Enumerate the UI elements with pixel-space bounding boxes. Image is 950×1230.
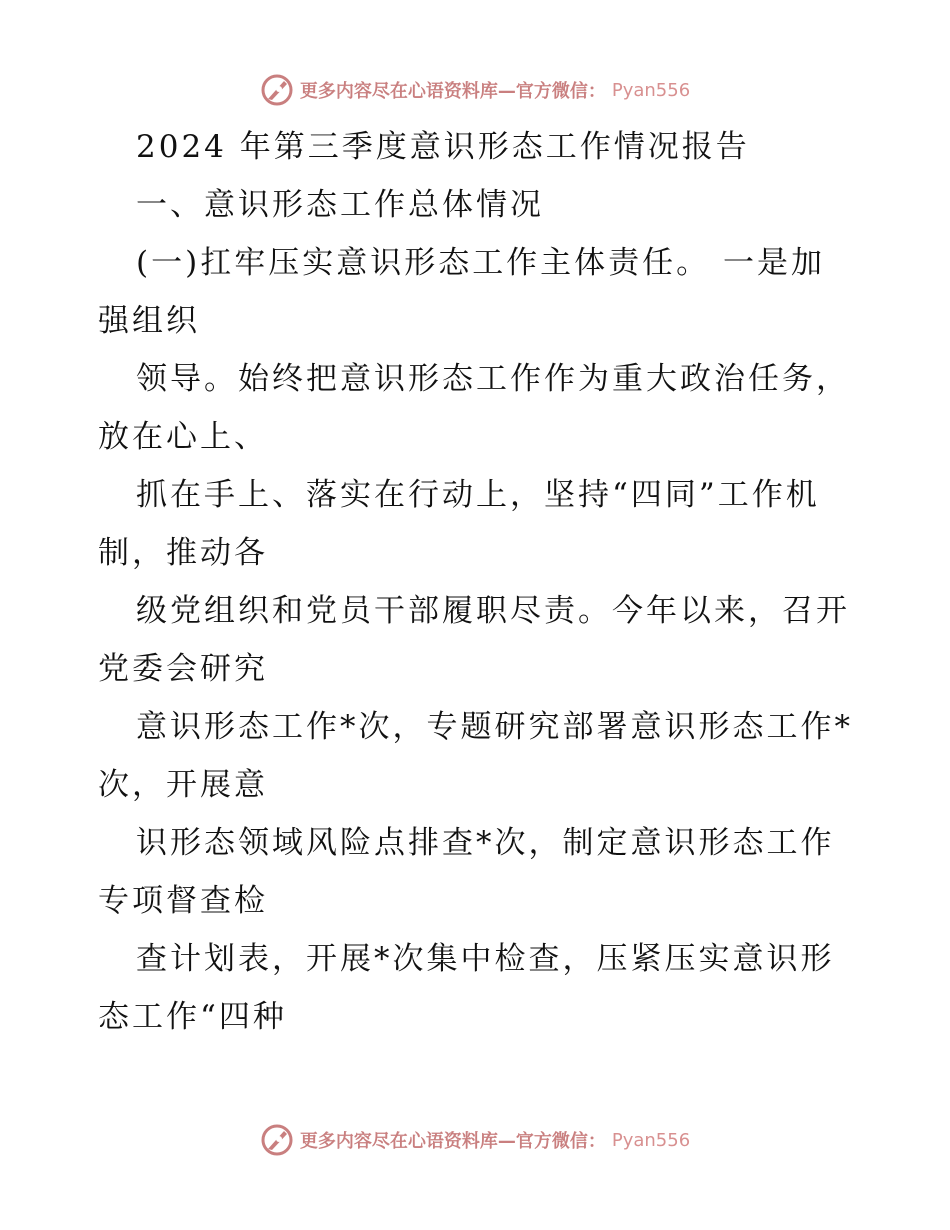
text-line: 一、意识形态工作总体情况 xyxy=(136,187,544,223)
text-line: 级党组织和党员干部履职尽责。今年以来，召开 xyxy=(136,593,850,629)
text-line: 强组织 xyxy=(98,303,200,339)
text-line: 抓在手上、落实在行动上，坚持“四同”工作机 xyxy=(136,477,820,513)
document-body xyxy=(98,118,858,1046)
watermark-wechat-id: Pyan556 xyxy=(611,1129,691,1151)
quill-pen-icon xyxy=(260,1123,294,1157)
text-line: 2024 年第三季度意识形态工作情况报告 xyxy=(136,129,750,165)
watermark-text: 更多内容尽在心语资料库—官方微信： xyxy=(299,81,606,102)
watermark-text: 更多内容尽在心语资料库—官方微信： xyxy=(299,1131,606,1152)
text-line: 领导。始终把意识形态工作作为重大政治任务， xyxy=(136,361,850,397)
text-line: 态工作“四种 xyxy=(98,999,287,1035)
text-line: 放在心上、 xyxy=(98,419,268,455)
text-line: 次，开展意 xyxy=(98,767,268,803)
text-line: 专项督查检 xyxy=(98,883,268,919)
header-watermark xyxy=(0,70,950,110)
text-line: 查计划表，开展*次集中检查，压紧压实意识形 xyxy=(136,941,835,977)
quill-pen-icon xyxy=(260,73,294,107)
text-line: 制，推动各 xyxy=(98,535,268,571)
footer-watermark xyxy=(0,1120,950,1160)
text-line: (一)扛牢压实意识形态工作主体责任。 一是加 xyxy=(136,245,826,281)
text-line: 党委会研究 xyxy=(98,651,268,687)
watermark-wechat-id: Pyan556 xyxy=(611,79,691,101)
text-line: 识形态领域风险点排查*次，制定意识形态工作 xyxy=(136,825,835,861)
text-line: 意识形态工作*次，专题研究部署意识形态工作* xyxy=(136,709,853,745)
